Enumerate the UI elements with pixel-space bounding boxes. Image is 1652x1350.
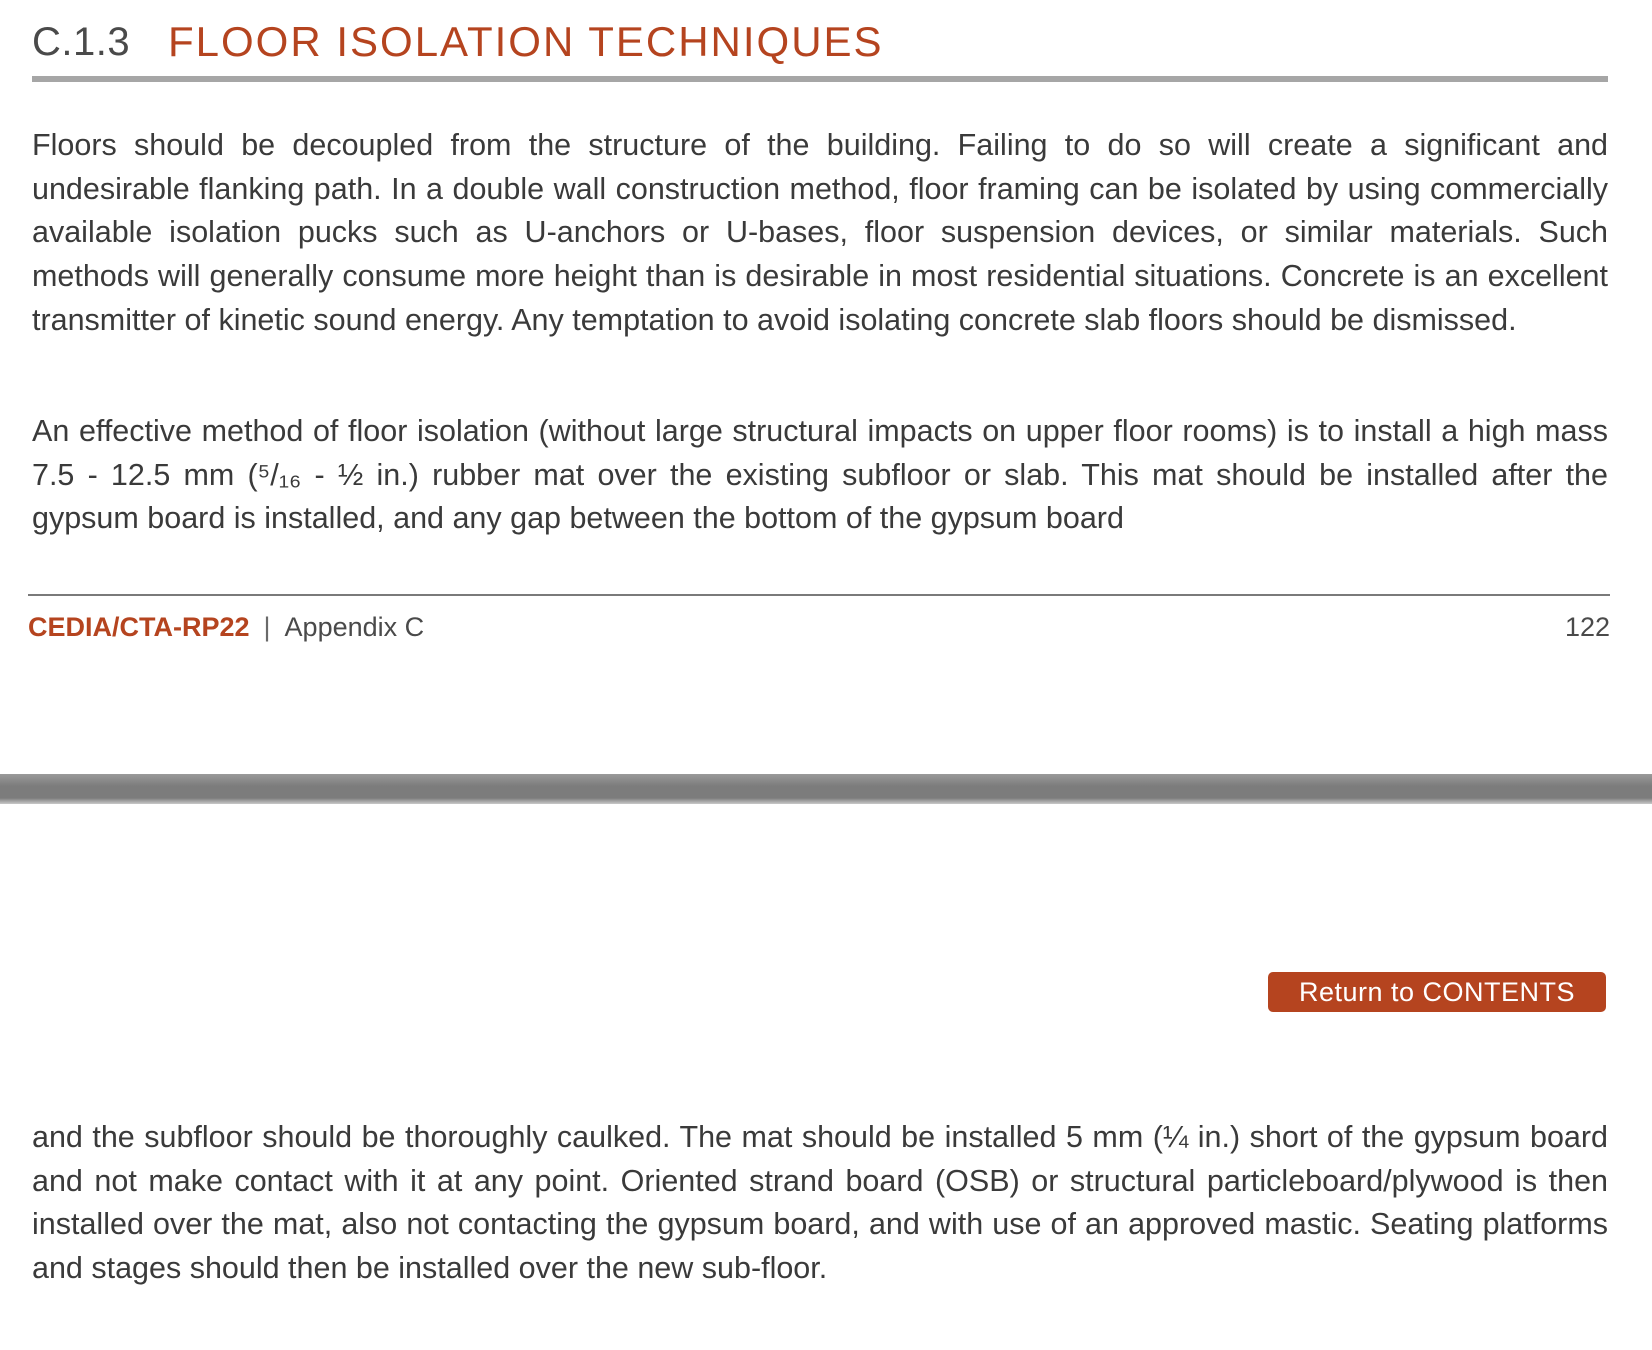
section-title: FLOOR ISOLATION TECHNIQUES — [168, 18, 884, 65]
paragraph-mat-installation-continued: and the subfloor should be thoroughly caulked. The mat should be installed 5 mm (¼ in.) short of the gypsum board and not make contact with it at any point. Oriented strand board (OSB) or structural particleboard/plywood is then installed over the mat, also not contacting the gypsum board, and with use of an approved mastic. Seating platforms and stages should then be installed over the new sub-floor. — [32, 1120, 1608, 1286]
page-footer — [28, 612, 1610, 652]
page-break-divider — [0, 774, 1652, 804]
footer-page-number: 122 — [1564, 612, 1610, 642]
footer-divider — [28, 594, 1610, 596]
paragraph-rubber-mat-method: An effective method of floor isolation (without large structural impacts on upper floor rooms) is to install a high mass 7.5 - 12.5 mm (⁵/₁₆ - ½ in.) rubber mat over the existing subfloor or slab. This mat should be installed after the gypsum board is installed, and any gap between the bottom of the gypsum board — [32, 414, 1608, 536]
section-heading — [32, 14, 1608, 82]
section-number: C.1.3 — [32, 20, 131, 64]
footer-separator: | — [263, 612, 271, 642]
paragraph-floor-decoupling: Floors should be decoupled from the structure of the building. Failing to do so will create a significant and undesirable flanking path. In a double wall construction method, floor framing can be isolated by using commercially available isolation pucks such as U-anchors or U-bases, floor suspension devices, or similar materials. Such methods will generally consume more height than is desirable in most residential situations. Concrete is an excellent transmitter of kinetic sound energy. Any temptation to avoid isolating concrete slab floors should be dismissed. — [32, 128, 1608, 337]
footer-document-id: CEDIA/CTA-RP22 — [28, 612, 250, 642]
footer-appendix-label: Appendix C — [284, 612, 425, 642]
return-to-contents-button[interactable]: Return to CONTENTS — [1268, 972, 1606, 1012]
